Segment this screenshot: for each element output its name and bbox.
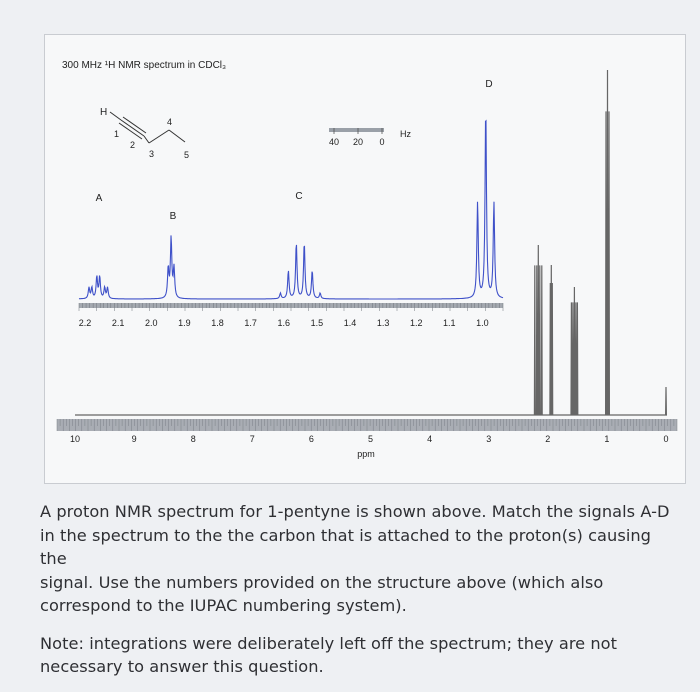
hz-scale-ruler	[329, 128, 384, 132]
main-tick-label: 9	[131, 434, 137, 444]
note-paragraph	[40, 632, 680, 679]
carbon-number-3: 3	[149, 149, 155, 159]
question-caption	[40, 500, 680, 679]
carbon-number-2: 2	[130, 140, 136, 150]
hz-tick-20: 20	[352, 137, 364, 147]
inset-trace	[79, 121, 503, 299]
inset-tick-label: 2.2	[78, 318, 92, 328]
inset-tick-label: 2.0	[144, 318, 158, 328]
inset-tick-label: 1.8	[211, 318, 224, 328]
bond-c3-c4	[149, 130, 169, 143]
main-tick-label: 5	[367, 434, 374, 444]
hz-scale-bar	[329, 128, 412, 147]
inset-tick-label: 1.3	[376, 318, 390, 328]
carbon-number-5: 5	[184, 150, 190, 160]
question-line-1: A proton NMR spectrum for 1-pentyne is shown above. Match the signals A-D	[40, 502, 670, 521]
triple-bond-2	[123, 117, 146, 133]
main-tick-label: 8	[190, 434, 196, 444]
triple-bond-3	[119, 123, 142, 139]
main-tick-label: 2	[545, 434, 551, 444]
signal-label-b: B	[169, 211, 177, 222]
note-line-1: Note: integrations were deliberately left off the spectrum; they are not	[40, 633, 618, 653]
chart-title: 300 MHz ¹H NMR spectrum in CDCl₃	[62, 60, 227, 71]
inset-tick-label: 1.9	[178, 318, 191, 328]
carbon-number-4: 4	[167, 117, 173, 127]
inset-tick-label: 1.4	[343, 318, 357, 328]
atom-h: H	[100, 107, 108, 118]
spectrum-card	[44, 34, 686, 484]
main-tick-label: 4	[427, 434, 433, 444]
inset-tick-label: 1.0	[476, 318, 489, 328]
inset-tick-label: 1.6	[277, 318, 290, 328]
note-line-2: necessary to answer this question.	[40, 657, 324, 676]
question-line-2: in the spectrum to the the carbon that is attached to the proton(s) causing the	[40, 525, 652, 568]
bond-h-c1	[110, 112, 121, 120]
hz-tick-40: 40	[328, 137, 340, 147]
inset-tick-label: 1.7	[244, 318, 257, 328]
main-trace	[75, 70, 666, 415]
inset-tick-label: 1.2	[409, 318, 423, 328]
inset-tick-label: 2.1	[111, 318, 125, 328]
main-spectrum	[57, 70, 677, 444]
inset-tick-label: 1.5	[310, 318, 324, 328]
hz-tick-0: 0	[379, 137, 385, 147]
main-tick-label: 3	[486, 434, 492, 444]
question-paragraph	[40, 500, 680, 618]
triple-bond-1	[121, 120, 144, 136]
bond-c4-c5	[169, 130, 185, 142]
main-tick-label: 1	[604, 434, 610, 444]
inset-expansion	[79, 79, 503, 328]
question-line-4: correspond to the IUPAC numbering system).	[40, 596, 407, 615]
main-tick-label: 10	[69, 434, 81, 444]
pentyne-structure	[100, 107, 189, 160]
nmr-spectrum-chart	[45, 35, 685, 483]
question-line-3: signal. Use the numbers provided on the structure above (which also	[40, 572, 604, 592]
bond-c2-c3	[144, 136, 149, 143]
signal-label-c: C	[295, 191, 303, 202]
carbon-number-1: 1	[114, 129, 120, 139]
signal-label-d: D	[485, 79, 493, 90]
signal-label-a: A	[95, 193, 103, 204]
main-tick-label: 6	[308, 434, 314, 444]
inset-tick-label: 1.1	[443, 318, 456, 328]
x-axis-label: ppm	[357, 449, 375, 459]
hz-unit-label: Hz	[400, 129, 411, 139]
main-tick-label: 7	[249, 434, 255, 444]
main-tick-label: 0	[663, 434, 669, 444]
